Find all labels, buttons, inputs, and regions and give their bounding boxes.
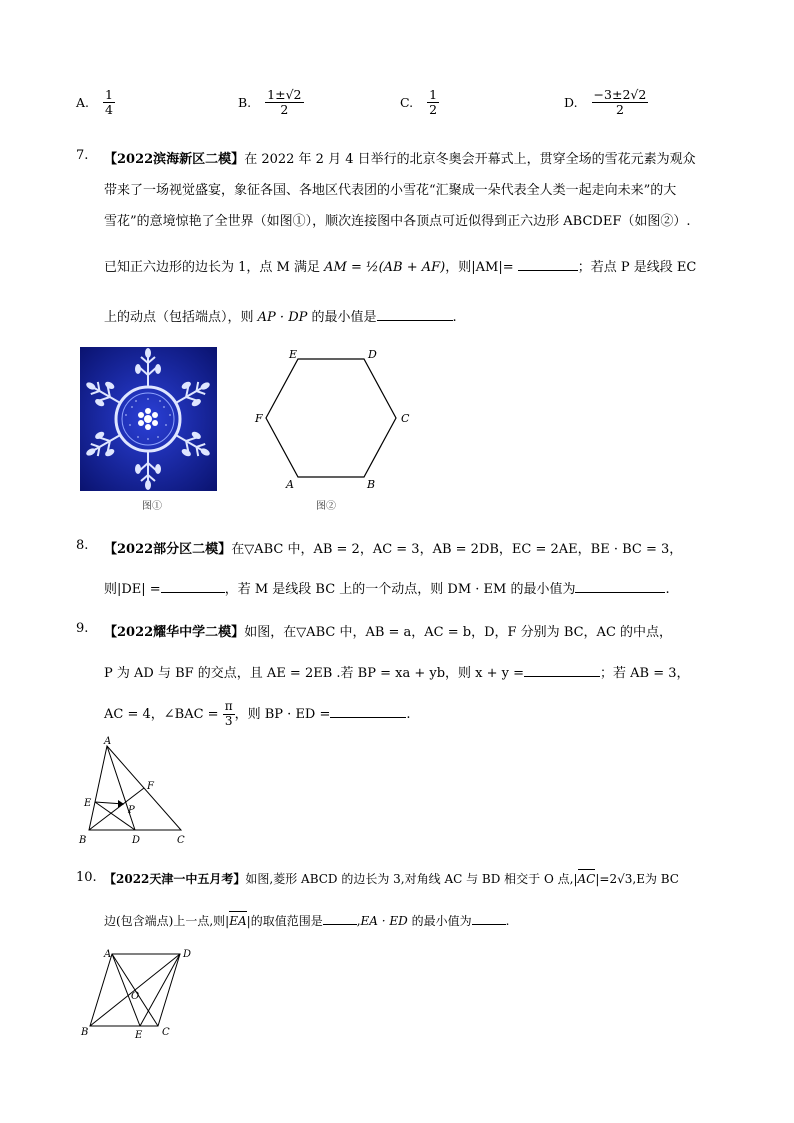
q7-number: 7. xyxy=(76,148,89,163)
q7-equation-am: AM = ½(AB + AF) xyxy=(324,260,446,275)
q10-answer-blank-2[interactable] xyxy=(472,912,506,925)
q7-line-2: 带来了一场视觉盛宴，象征各国、各地区代表团的小雪花“汇聚成一朵代表全人类一起走向未来”的大 xyxy=(104,183,677,198)
q10-vector-ea: EA xyxy=(229,914,247,928)
q9-text-1: 如图，在▽ABC 中，AB = a，AC = b，D，F 分别为 BC，AC 的中点， xyxy=(244,625,673,640)
hex-label-b: B xyxy=(367,478,376,491)
vector-arrow-icon xyxy=(118,800,124,808)
tri-label-b: B xyxy=(79,835,87,846)
q9-number: 9. xyxy=(76,621,89,636)
option-b-fraction xyxy=(265,88,303,118)
q10-text-2b: |的取值范围是 xyxy=(246,914,323,928)
option-d-label: D. xyxy=(564,95,578,111)
hex-label-d: D xyxy=(368,348,377,361)
rhombus-label-e: E xyxy=(135,1030,143,1040)
q8-text-2a: 则|DE| = xyxy=(104,582,161,597)
tri-label-d: D xyxy=(132,835,141,846)
hexagon-shape xyxy=(266,359,396,477)
figure-1-caption: 图① xyxy=(142,501,162,512)
q7-source-tag: 【2022滨海新区二模】 xyxy=(104,152,245,167)
q10-equation-ea-ed: EA · ED xyxy=(360,914,408,928)
option-d-numerator: −3±2√2 xyxy=(593,87,647,102)
q10-number: 10. xyxy=(76,870,97,885)
q9-angle-fraction xyxy=(223,700,235,729)
q7-line-3: 雪花”的意境惊艳了全世界（如图①），顺次连接图中各顶点可近似得到正六边形 ABCDEF（如图②）. xyxy=(104,214,691,229)
option-d-denominator: 2 xyxy=(615,102,624,118)
q10-answer-blank-1[interactable] xyxy=(323,912,357,925)
tri-label-e: E xyxy=(84,798,92,809)
q10-text-2a: 边(包含端点)上一点,则| xyxy=(104,914,230,928)
option-c-denominator: 2 xyxy=(429,102,438,118)
q7-equation-ap-dp: AP · DP xyxy=(257,310,308,325)
option-a-denominator: 4 xyxy=(105,102,113,118)
q7-text-4b: ，则|AM|= xyxy=(445,260,514,275)
rhombus-label-b: B xyxy=(81,1027,89,1038)
figure-2-caption: 图② xyxy=(316,501,336,512)
option-b-denominator: 2 xyxy=(280,102,289,118)
option-a-fraction xyxy=(103,88,115,118)
option-c xyxy=(400,88,439,118)
option-d xyxy=(564,88,648,118)
q10-text-2-end: . xyxy=(505,914,510,928)
q9-text-3b: ，则 BP · ED = xyxy=(234,706,331,722)
q8-text-2b: ，若 M 是线段 BC 上的一个动点，则 DM · EM 的最小值为 xyxy=(224,582,576,597)
triangle-abc xyxy=(89,746,181,830)
tri-label-p: P xyxy=(128,805,135,816)
q7-line-4 xyxy=(104,256,696,275)
tri-label-c: C xyxy=(177,835,185,846)
option-b-numerator: 1±√2 xyxy=(267,87,302,102)
q10-text-2c: , xyxy=(356,914,361,928)
q7-text-1: 在 2022 年 2 月 4 日举行的北京冬奥会开幕式上，贯穿全场的雪花元素为观众 xyxy=(244,152,696,167)
q7-text-5a: 上的动点（包括端点），则 xyxy=(104,310,254,325)
q7-text-4c: ；若点 P 是线段 EC xyxy=(577,260,697,275)
hexagon-figure xyxy=(250,343,420,493)
rhombus-figure xyxy=(76,944,206,1040)
q8-text-1: 在▽ABC 中，AB = 2，AC = 3，AB = 2DB，EC = 2AE，BE · BC = 3， xyxy=(231,542,683,557)
q9-source-tag: 【2022耀华中学二模】 xyxy=(104,625,245,640)
q8-answer-blank-1[interactable] xyxy=(161,580,225,593)
hex-label-a: A xyxy=(286,478,294,491)
option-c-label: C. xyxy=(400,95,414,111)
q8-source-tag: 【2022部分区二模】 xyxy=(104,542,232,557)
rhombus-label-c: C xyxy=(162,1027,170,1038)
q10-line-1 xyxy=(104,870,679,887)
rhombus-label-a: A xyxy=(104,949,112,960)
q10-text-2e: 的最小值为 xyxy=(411,914,472,928)
option-b-label: B. xyxy=(238,95,252,111)
q9-line-3 xyxy=(104,700,411,729)
option-d-fraction xyxy=(592,88,649,118)
option-c-numerator: 1 xyxy=(429,87,438,102)
q9-text-2b: ；若 AB = 3， xyxy=(600,666,690,681)
q9-answer-blank-1[interactable] xyxy=(524,664,600,677)
option-b xyxy=(238,88,304,118)
option-a-numerator: 1 xyxy=(105,87,113,102)
q8-line-1 xyxy=(104,538,682,557)
option-a xyxy=(76,88,115,118)
snowflake-figure xyxy=(80,347,217,491)
q7-answer-blank-2[interactable] xyxy=(377,308,453,321)
tri-label-a: A xyxy=(104,736,112,747)
q10-text-1b: |=2√3,E为 BC xyxy=(595,872,679,886)
q9-text-3a: AC = 4，∠BAC = xyxy=(104,706,219,722)
q9-angle-numerator: π xyxy=(224,699,233,713)
q7-text-5b: 的最小值是 xyxy=(311,310,377,325)
q8-number: 8. xyxy=(76,538,89,553)
hex-label-f: F xyxy=(255,412,263,425)
q9-answer-blank-2[interactable] xyxy=(330,705,406,718)
q10-source-tag: 【2022天津一中五月考】 xyxy=(104,872,246,886)
option-a-label: A. xyxy=(76,95,90,111)
hex-label-e: E xyxy=(289,348,298,361)
q8-text-2-end: . xyxy=(665,582,670,597)
q9-text-2a: P 为 AD 与 BF 的交点，且 AE = 2EB .若 BP = xa + yb，则 x + y = xyxy=(104,666,525,681)
q9-line-2 xyxy=(104,662,690,681)
q8-answer-blank-2[interactable] xyxy=(575,580,665,593)
option-c-fraction xyxy=(427,88,439,118)
triangle-figure xyxy=(76,736,196,848)
q9-line-1 xyxy=(104,621,672,640)
q9-text-3-end: . xyxy=(406,706,411,722)
hex-label-c: C xyxy=(401,412,410,425)
q9-angle-denominator: 3 xyxy=(224,713,233,728)
q10-vector-ac: AC xyxy=(577,872,596,886)
q10-text-1a: 如图,菱形 ABCD 的边长为 3,对角线 AC 与 BD 相交于 O 点,| xyxy=(245,872,578,886)
q7-line-5: 上的动点（包括端点），则 AP · DP 的最小值是 . xyxy=(104,310,457,325)
q10-line-2 xyxy=(104,912,509,929)
q7-line-1 xyxy=(104,148,696,167)
rhombus-label-o: O xyxy=(131,991,140,1002)
tri-label-f: F xyxy=(147,781,154,792)
q8-line-2 xyxy=(104,578,670,597)
rhombus-label-d: D xyxy=(183,949,192,960)
q7-answer-blank-1[interactable] xyxy=(518,258,578,271)
q7-text-4a: 已知正六边形的边长为 1，点 M 满足 xyxy=(104,260,320,275)
